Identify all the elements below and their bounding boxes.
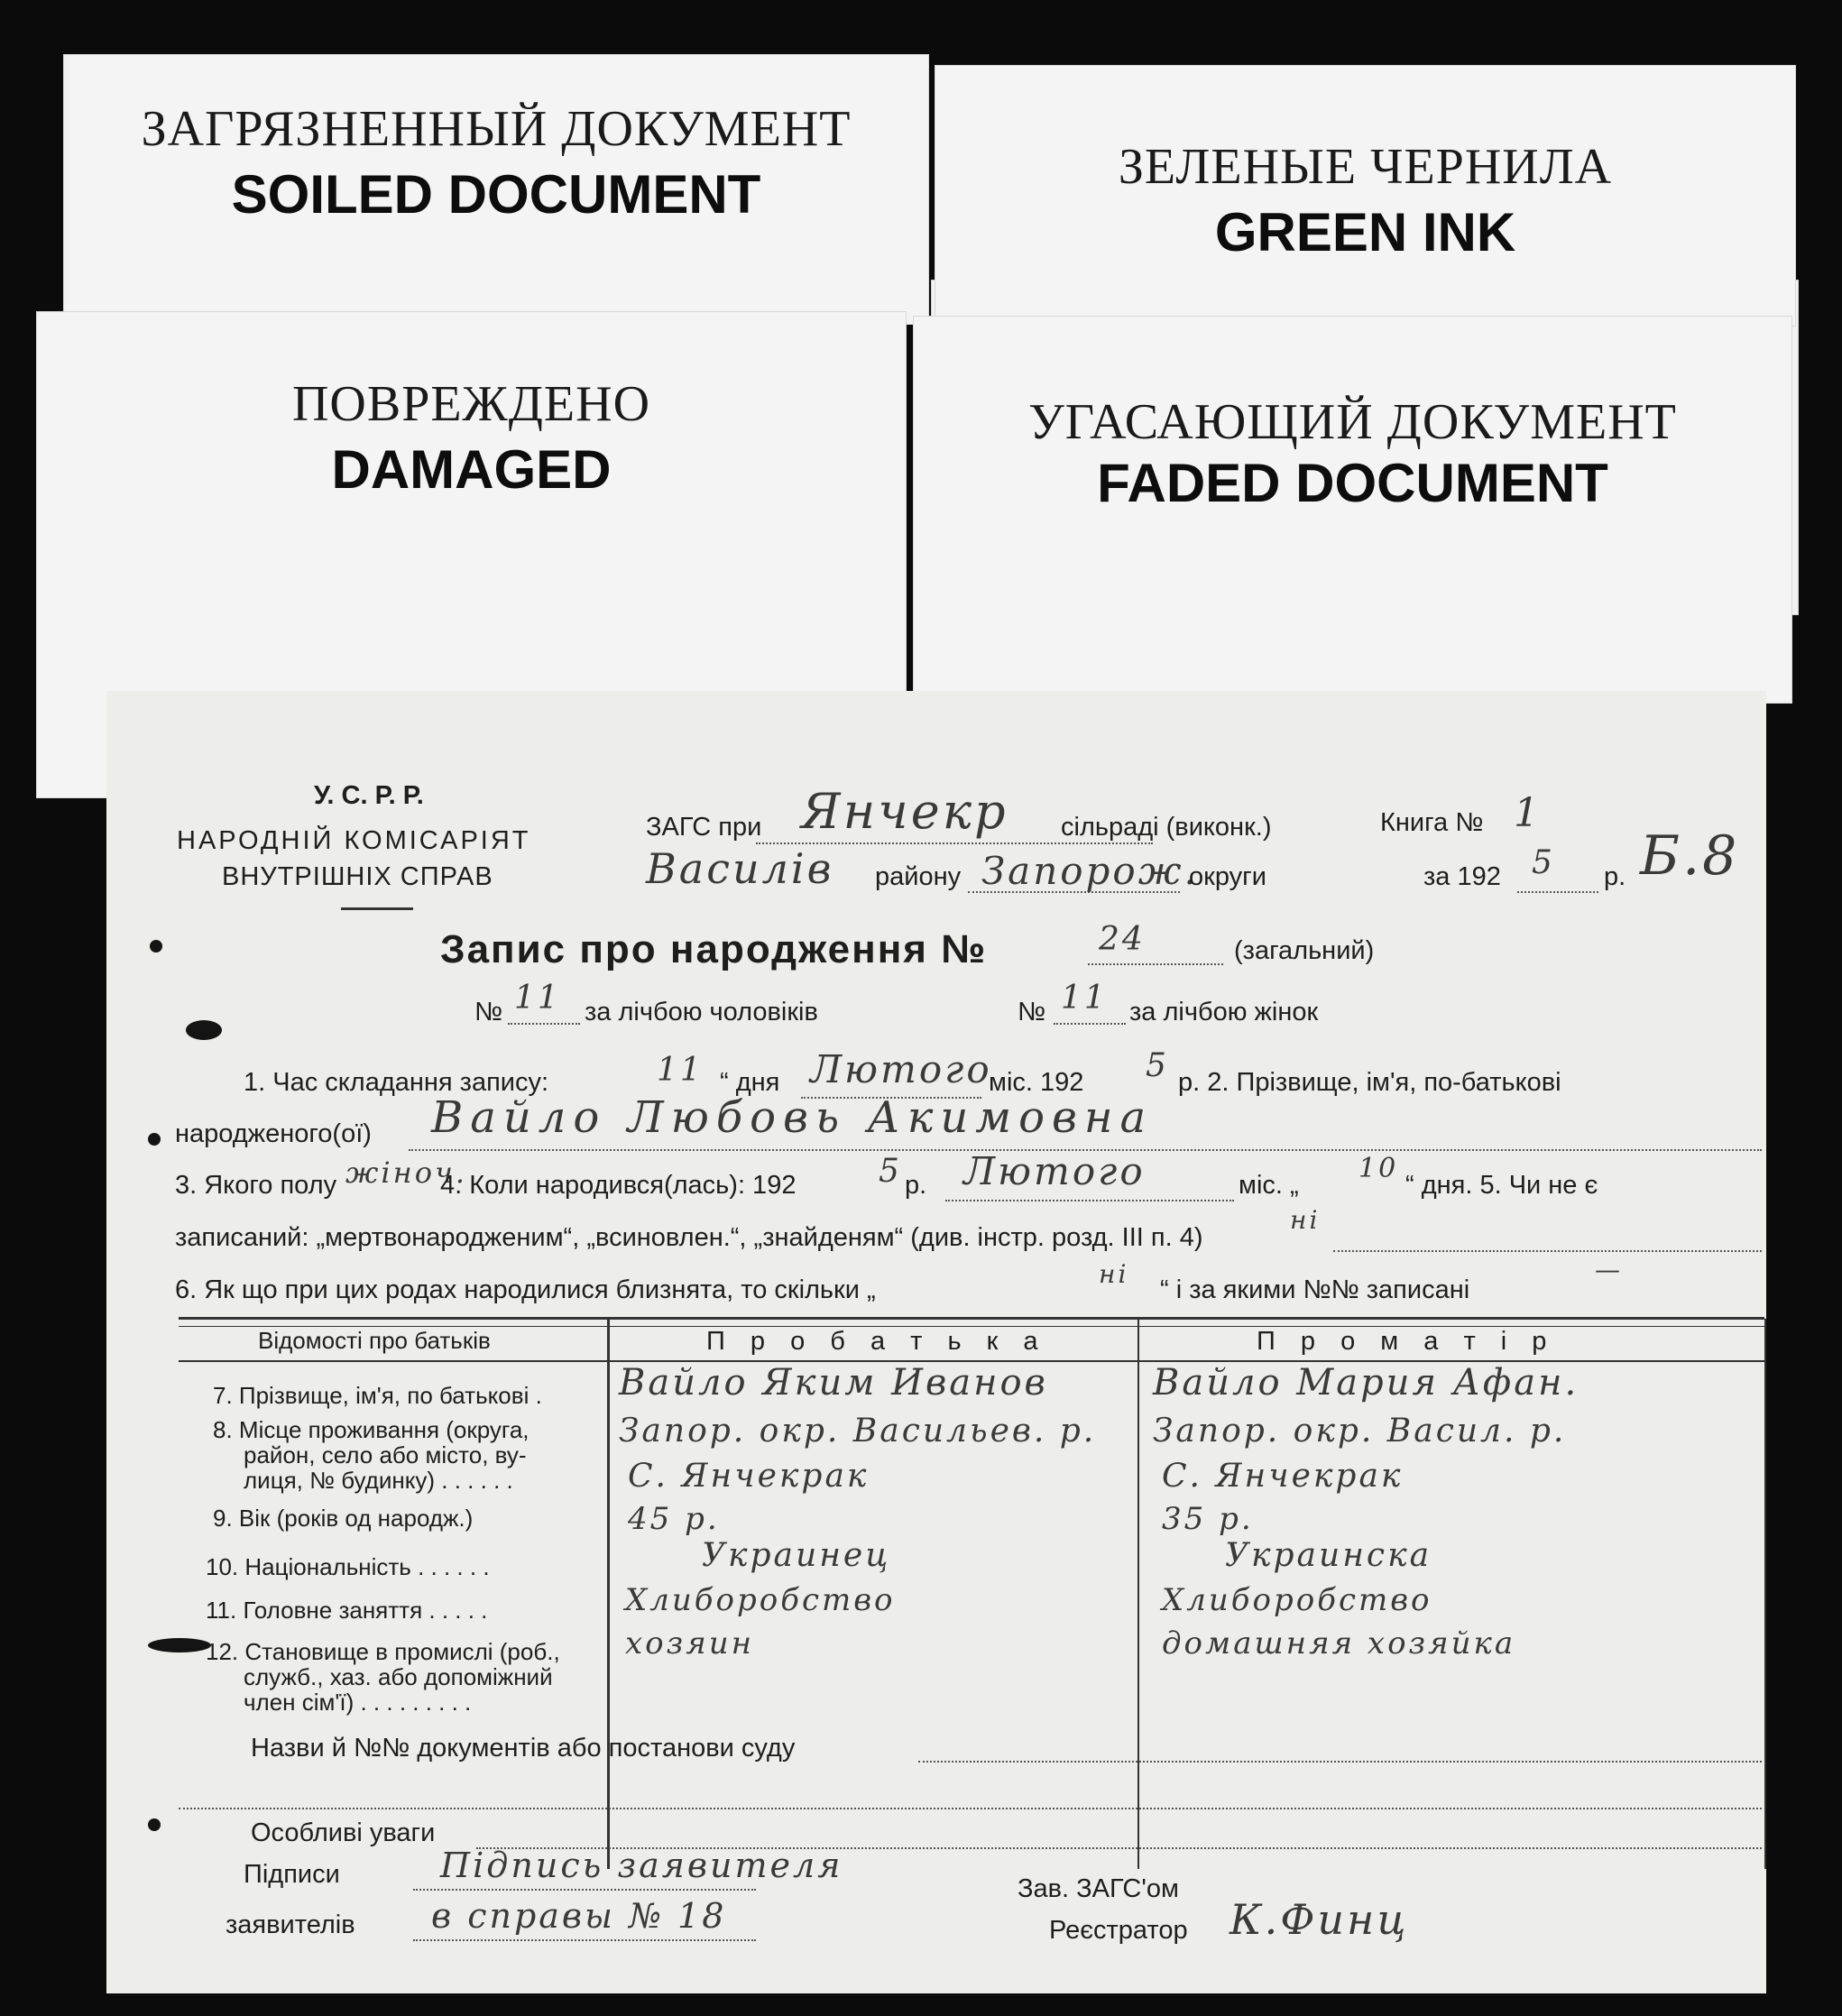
registrar-label: Реєстратор (1049, 1916, 1188, 1945)
green-ink-label (935, 65, 1796, 327)
mother-name: Вайло Мария Афан. (1153, 1362, 1580, 1404)
documents-line (918, 1761, 1762, 1763)
child-name-label: народженого(ої) (175, 1119, 372, 1148)
signatures-label-2: заявителів (226, 1910, 355, 1939)
punch-hole (148, 1818, 161, 1831)
header-rule (341, 907, 413, 910)
signature-line-2 (413, 1939, 756, 1941)
women-no-label: № (1018, 998, 1046, 1026)
line3-end-label: “ дня. 5. Чи не є (1405, 1171, 1598, 1200)
faded-label-ru: УГАСАЮЩИЙ ДОКУМЕНТ (1028, 394, 1677, 450)
applicant-signature-1: Підпись заявителя (440, 1846, 843, 1885)
damaged-label-en: DAMAGED (331, 439, 612, 500)
father-status: хозяин (625, 1625, 754, 1662)
soiled-label-ru: ЗАГРЯЗНЕННЫЙ ДОКУМЕНТ (141, 101, 852, 157)
commissariat-line-2: ВНУТРІШНІХ СПРАВ (222, 862, 493, 891)
silradi-label: сільраді (виконк.) (1061, 813, 1272, 842)
men-no-line (508, 1023, 580, 1025)
father-residence-2: С. Янчекрак (628, 1458, 870, 1495)
notes-label: Особливі уваги (251, 1818, 436, 1847)
line1-day-label: “ дня (720, 1068, 780, 1097)
record-title-suffix: (загальний) (1234, 936, 1375, 965)
year-line (1517, 891, 1598, 893)
state-name: У. С. Р. Р. (314, 781, 424, 810)
men-no-label: № (474, 998, 503, 1026)
birth-label: 4. Коли народився(лась): 192 (440, 1171, 797, 1200)
father-age: 45 р. (628, 1501, 720, 1537)
row-occupation-label: 11. Головне заняття . . . . . (206, 1597, 488, 1624)
father-name: Вайло Яким Иванов (619, 1362, 1048, 1404)
birth-month-handwriting: Лютого (963, 1149, 1146, 1193)
row-age-label: 9. Вік (років од народж.) (213, 1505, 474, 1532)
rayonu-label: району (875, 862, 962, 891)
damaged-label-ru: ПОВРЕЖДЕНО (291, 376, 651, 432)
book-label: Книга № (1380, 808, 1484, 837)
district-handwriting: Василів (646, 844, 834, 893)
green-label-en: GREEN INK (1214, 202, 1516, 262)
women-no-line (1054, 1023, 1126, 1025)
stillborn-line (1333, 1250, 1762, 1252)
father-nationality: Украинец (702, 1537, 891, 1574)
birth-month-line (945, 1200, 1234, 1201)
documents-label: Назви й №№ документів або постанови суду (251, 1734, 796, 1763)
row-status-label: 12. Становище в промислі (роб., (206, 1638, 560, 1665)
row-residence-label-3: лиця, № будинку) . . . . . . (244, 1467, 513, 1494)
okrugy-label: округи (1189, 862, 1266, 891)
stillborn-label: записаний: „мертвонародженим“, „всиновлен.“, „знайденям“ (див. інстр. розд. III п. 4) (175, 1223, 1203, 1252)
applicant-signature-2: в справы № 18 (431, 1896, 727, 1936)
documents-line-2 (179, 1808, 1762, 1809)
faded-label-en: FADED DOCUMENT (1097, 453, 1608, 513)
book-number: 1 (1514, 790, 1542, 836)
table-head-mother: П р о м а т і р (1257, 1327, 1556, 1356)
punch-hole (150, 940, 162, 953)
row-status-label-2: служб., хаз. або допоміжний (244, 1663, 553, 1690)
birth-month-label: міс. „ (1239, 1171, 1299, 1200)
zags-pri-label: ЗАГС при (646, 813, 762, 842)
year-digit-2: 5 (1146, 1047, 1169, 1084)
sex-handwriting: жіноч. (345, 1155, 468, 1190)
village-handwriting: Янчекр (801, 783, 1008, 840)
punch-hole (148, 1638, 211, 1652)
zags-head-label: Зав. ЗАГС'ом (1018, 1874, 1179, 1903)
faded-document-label (913, 316, 1792, 704)
men-count-label: за лічбою чоловіків (585, 998, 818, 1026)
child-name-handwriting: Вайло Любовь Акимовна (431, 1092, 1154, 1143)
twins-numbers-label: “ і за якими №№ записані (1160, 1275, 1470, 1304)
year-label: за 192 (1423, 862, 1501, 891)
row-residence-label: 8. Місце проживання (округа, (213, 1416, 530, 1443)
record-number: 24 (1099, 921, 1146, 958)
women-number: 11 (1061, 980, 1108, 1017)
birth-r-label: р. (905, 1171, 927, 1200)
birth-record-form (106, 691, 1766, 1993)
men-number: 11 (514, 980, 561, 1017)
table-divider-left (607, 1319, 610, 1869)
mother-residence-2: С. Янчекрак (1162, 1458, 1404, 1495)
row-nationality-label: 10. Національність . . . . . . (206, 1553, 490, 1580)
punch-hole (186, 1020, 222, 1040)
soiled-document-label (63, 54, 929, 325)
mother-status: домашняя хозяйка (1162, 1625, 1516, 1662)
punch-hole (148, 1133, 161, 1146)
twins-label: 6. Як що при цих родах народилися близнята, то скільки „ (175, 1275, 876, 1304)
commissariat-line-1: НАРОДНІЙ КОМІСАРІЯТ (177, 826, 531, 855)
mother-occupation: Хлиборобство (1162, 1582, 1432, 1618)
women-count-label: за лічбою жінок (1129, 998, 1319, 1026)
year-digit: 5 (1532, 844, 1555, 881)
line1-name-label: р. 2. Прізвище, ім'я, по-батькові (1178, 1068, 1561, 1097)
table-top-rule (179, 1317, 1764, 1320)
soiled-label-en: SOILED DOCUMENT (231, 164, 761, 225)
day-handwriting: 11 (657, 1052, 704, 1089)
registrar-signature: К.Финц (1230, 1895, 1409, 1944)
sex-label: 3. Якого полу (175, 1171, 337, 1200)
table-divider-right (1764, 1319, 1766, 1869)
birth-year-digit: 5 (879, 1153, 902, 1190)
row-status-label-3: член сім'ї) . . . . . . . . . (244, 1689, 472, 1716)
row-name-label: 7. Прізвище, ім'я, по батькові . (213, 1382, 542, 1409)
father-occupation: Хлиборобство (625, 1582, 896, 1618)
green-label-ru: ЗЕЛЕНЫЕ ЧЕРНИЛА (1118, 139, 1613, 195)
table-divider-mid (1137, 1319, 1139, 1869)
table-head-father: П р о б а т ь к а (706, 1327, 1047, 1356)
row-residence-label-2: район, село або місто, ву- (244, 1441, 527, 1468)
birth-day-handwriting: 10 (1358, 1153, 1399, 1184)
twins-handwriting: ні (1099, 1259, 1129, 1289)
line1-time-label: 1. Час складання запису: (244, 1068, 549, 1097)
table-head-parents: Відомості про батьків (258, 1327, 491, 1354)
signatures-label-1: Підписи (244, 1860, 340, 1889)
year-r-label: р. (1604, 862, 1626, 891)
corner-mark: Б.8 (1640, 824, 1740, 888)
month-handwriting: Лютого (810, 1047, 992, 1091)
record-title: Запис про народження № (440, 927, 988, 971)
okrug-handwriting: Запорож. (981, 849, 1199, 893)
mother-nationality: Украинска (1225, 1537, 1432, 1574)
signature-line-1 (413, 1889, 756, 1891)
twins-dash: — (1595, 1255, 1623, 1284)
record-number-line (1088, 963, 1223, 965)
line1-month-label: міс. 192 (989, 1068, 1084, 1097)
mother-residence-1: Запор. окр. Васил. р. (1153, 1413, 1567, 1450)
father-residence-1: Запор. окр. Васильев. р. (619, 1413, 1097, 1450)
mother-age: 35 р. (1162, 1501, 1254, 1537)
stillborn-handwriting: ні (1290, 1205, 1321, 1235)
